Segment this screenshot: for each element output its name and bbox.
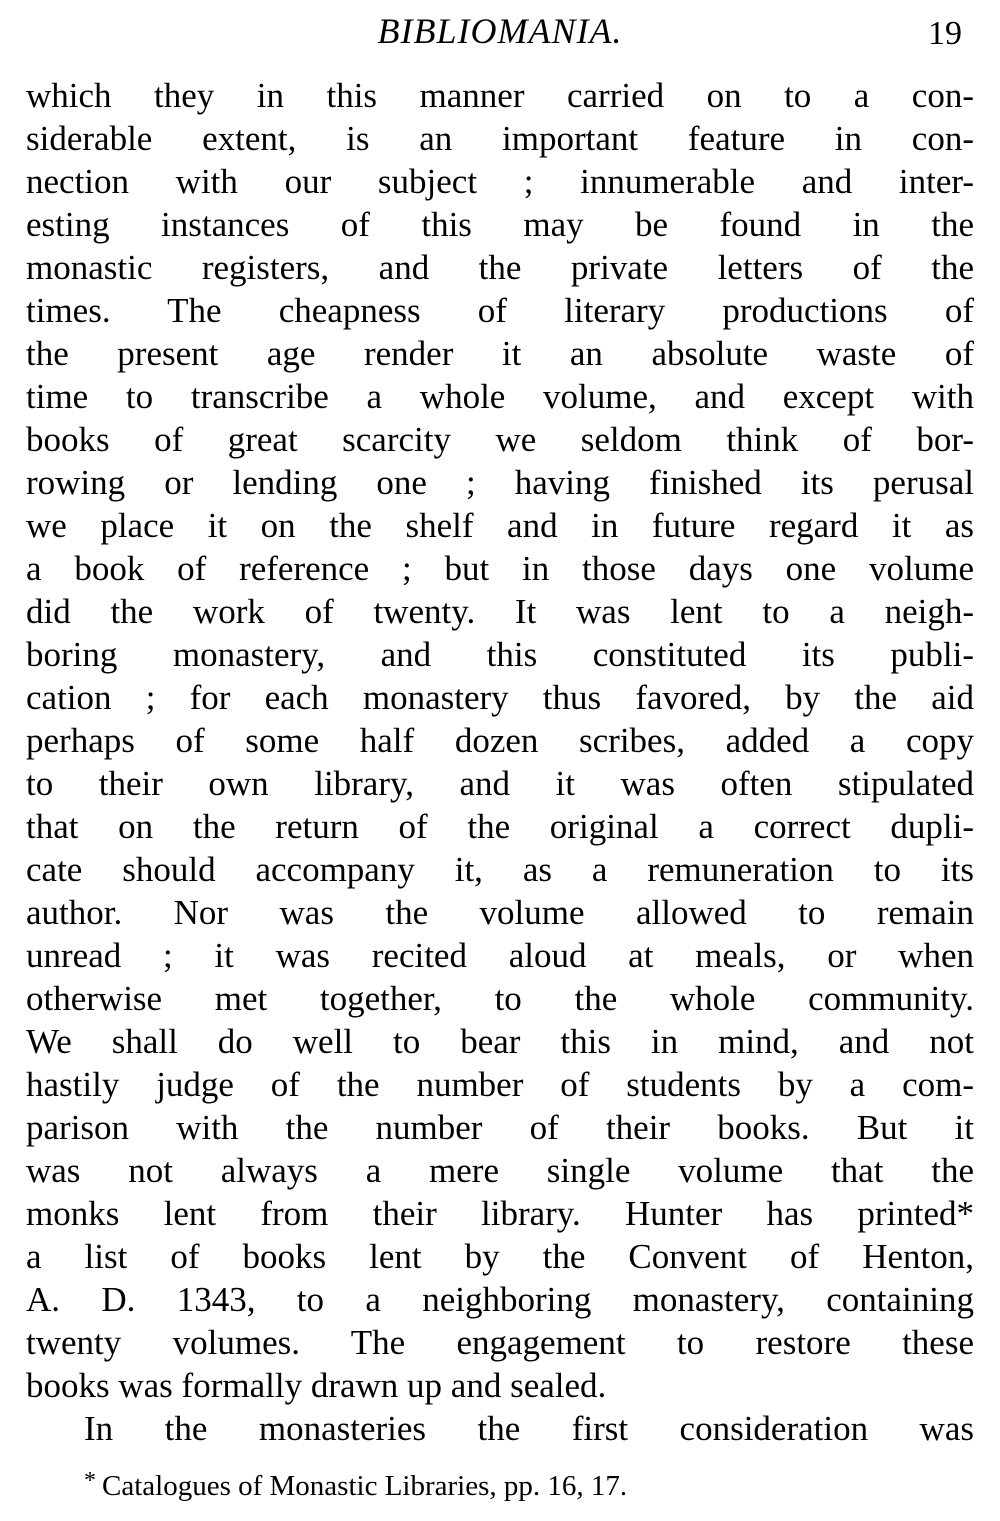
page-title: BIBLIOMANIA. [377, 11, 623, 51]
text-line: hastily judge of the number of students by a com- [26, 1065, 974, 1104]
text-line: to their own library, and it was often stipulated [26, 764, 974, 803]
text-line: twenty volumes. The engagement to restore these [26, 1323, 974, 1362]
footnote-text: Catalogues of Monastic Libraries, pp. 16, 17. [102, 1470, 628, 1502]
footnote [26, 1468, 974, 1506]
text-line: perhaps of some half dozen scribes, added a copy [26, 721, 974, 760]
text-line: a book of reference ; but in those days one volume [26, 549, 974, 588]
text-line: author. Nor was the volume allowed to remain [26, 893, 974, 932]
text-line: cate should accompany it, as a remuneration to its [26, 850, 974, 889]
page-number: 19 [928, 15, 962, 52]
text-line: which they in this manner carried on to a con- [26, 76, 974, 115]
text-line: monastic registers, and the private letters of the [26, 248, 974, 287]
page-header [26, 8, 974, 54]
text-line: times. The cheapness of literary productions of [26, 291, 974, 330]
text-line: a list of books lent by the Convent of Henton, [26, 1237, 974, 1276]
text-line: In the monasteries the first consideration was [84, 1409, 974, 1448]
text-line: the present age render it an absolute waste of [26, 334, 974, 373]
text-line: rowing or lending one ; having finished its perusal [26, 463, 974, 502]
text-line: siderable extent, is an important feature in con- [26, 119, 974, 158]
text-line: esting instances of this may be found in the [26, 205, 974, 244]
text-line: A. D. 1343, to a neighboring monastery, containing [26, 1280, 974, 1319]
footnote-marker: * [84, 1468, 96, 1494]
text-line: time to transcribe a whole volume, and except with [26, 377, 974, 416]
text-line: cation ; for each monastery thus favored, by the aid [26, 678, 974, 717]
text-line: that on the return of the original a correct dupli- [26, 807, 974, 846]
text-line: books of great scarcity we seldom think of bor- [26, 420, 974, 459]
text-line: We shall do well to bear this in mind, and not [26, 1022, 974, 1061]
text-line: monks lent from their library. Hunter has printed* [26, 1194, 974, 1233]
text-line: was not always a mere single volume that the [26, 1151, 974, 1190]
text-line: nection with our subject ; innumerable and inter- [26, 162, 974, 201]
text-line: did the work of twenty. It was lent to a neigh- [26, 592, 974, 631]
text-line: unread ; it was recited aloud at meals, or when [26, 936, 974, 975]
text-line: parison with the number of their books. But it [26, 1108, 974, 1147]
body-text [26, 74, 974, 1450]
text-line: otherwise met together, to the whole community. [26, 979, 974, 1018]
text-line: books was formally drawn up and sealed. [26, 1366, 607, 1405]
text-line: boring monastery, and this constituted its publi- [26, 635, 974, 674]
text-line: we place it on the shelf and in future regard it as [26, 506, 974, 545]
